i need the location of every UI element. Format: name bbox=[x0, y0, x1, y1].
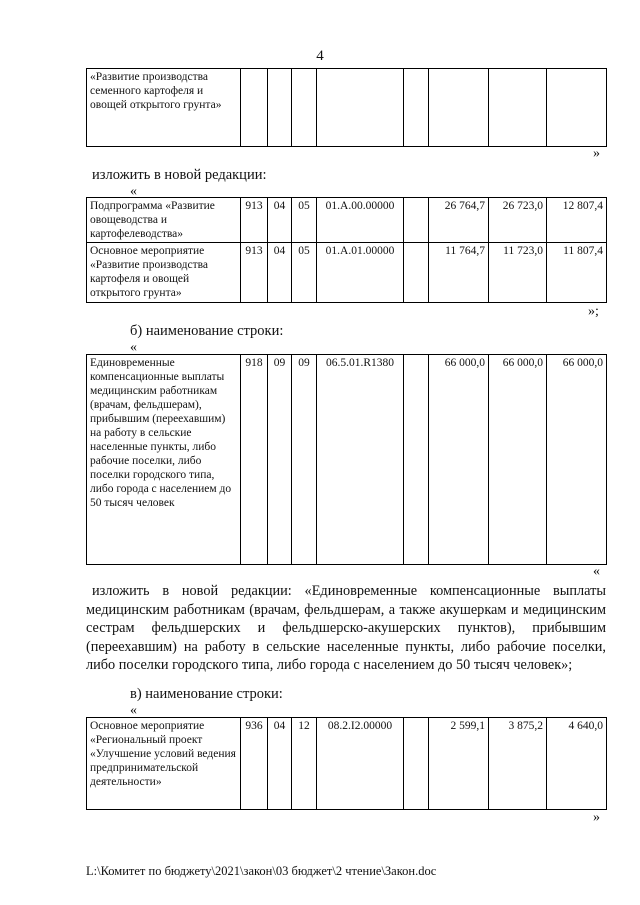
instruction-text: б) наименование строки: bbox=[130, 323, 284, 339]
amount-2021-cell: 66 000,0 bbox=[429, 355, 489, 565]
csr-cell bbox=[317, 69, 404, 147]
rz-cell bbox=[268, 69, 292, 147]
csr-cell: 08.2.I2.00000 bbox=[317, 718, 404, 810]
amount-2022-cell: 66 000,0 bbox=[489, 355, 547, 565]
table-row bbox=[87, 198, 607, 243]
amount-2023-cell: 12 807,4 bbox=[547, 198, 607, 243]
opening-quote: « bbox=[130, 184, 137, 199]
amount-2023-cell: 66 000,0 bbox=[547, 355, 607, 565]
rz-cell: 04 bbox=[268, 198, 292, 243]
vr-cell bbox=[404, 355, 429, 565]
grbs-cell bbox=[241, 69, 268, 147]
grbs-cell: 913 bbox=[241, 198, 268, 243]
row-name-cell: Подпрограмма «Развитие овощеводства и картофелеводства» bbox=[87, 198, 241, 243]
amount-2023-cell: 11 807,4 bbox=[547, 243, 607, 303]
vr-cell bbox=[404, 198, 429, 243]
table-row bbox=[87, 243, 607, 303]
vr-cell bbox=[404, 718, 429, 810]
row-name-cell: Единовременные компенсационные выплаты медицинским работникам (врачам, фельдшерам), прибывшим (переехавшим) на работу в сельские населенные пункты, либо рабочие поселки, либо поселки городского типа, либо города с населением до 50 тысяч человек bbox=[87, 355, 241, 565]
vr-cell bbox=[404, 243, 429, 303]
table-row bbox=[87, 355, 607, 565]
vr-cell bbox=[404, 69, 429, 147]
closing-quote: »; bbox=[588, 304, 599, 319]
file-path-footer: L:\Комитет по бюджету\2021\закон\03 бюджет\2 чтение\Закон.doc bbox=[86, 864, 437, 878]
row-name-cell: Основное мероприятие «Развитие производства картофеля и овощей открытого грунта» bbox=[87, 243, 241, 303]
amount-2021-cell: 11 764,7 bbox=[429, 243, 489, 303]
budget-table-row-b bbox=[86, 354, 607, 565]
amount-2021-cell bbox=[429, 69, 489, 147]
instruction-text: изложить в новой редакции: bbox=[92, 167, 267, 183]
page-number: 4 bbox=[316, 48, 324, 64]
pr-cell: 12 bbox=[292, 718, 317, 810]
instruction-text: в) наименование строки: bbox=[130, 686, 283, 702]
pr-cell bbox=[292, 69, 317, 147]
grbs-cell: 913 bbox=[241, 243, 268, 303]
grbs-cell: 918 bbox=[241, 355, 268, 565]
closing-quote: » bbox=[593, 810, 600, 825]
pr-cell: 05 bbox=[292, 198, 317, 243]
pr-cell: 09 bbox=[292, 355, 317, 565]
budget-table-fragment bbox=[86, 68, 607, 147]
budget-table-row-v bbox=[86, 717, 607, 810]
budget-table-new-edition bbox=[86, 197, 607, 303]
csr-cell: 01.А.00.00000 bbox=[317, 198, 404, 243]
closing-quote: « bbox=[593, 564, 600, 579]
closing-quote: » bbox=[593, 146, 600, 161]
amount-2023-cell bbox=[547, 69, 607, 147]
rz-cell: 04 bbox=[268, 718, 292, 810]
amount-2022-cell: 11 723,0 bbox=[489, 243, 547, 303]
table-row bbox=[87, 718, 607, 810]
new-edition-paragraph: изложить в новой редакции: «Единовременные компенсационные выплаты медицинским работникам (врачам, фельдшерам, а также акушеркам и медицинским сестрам фельдшерских и фельдшерско-акушерских пунктов), прибывшим (переехавшим) на работу в сельские населенные пункты, либо рабочие поселки, либо поселки городского типа, либо города с населением до 50 тысяч человек»; bbox=[86, 583, 606, 673]
rz-cell: 04 bbox=[268, 243, 292, 303]
amount-2023-cell: 4 640,0 bbox=[547, 718, 607, 810]
opening-quote: « bbox=[130, 340, 137, 355]
rz-cell: 09 bbox=[268, 355, 292, 565]
row-name-cell: «Развитие производства семенного картофеля и овощей открытого грунта» bbox=[87, 69, 241, 147]
csr-cell: 01.А.01.00000 bbox=[317, 243, 404, 303]
amount-2022-cell: 3 875,2 bbox=[489, 718, 547, 810]
amount-2022-cell bbox=[489, 69, 547, 147]
grbs-cell: 936 bbox=[241, 718, 268, 810]
amount-2021-cell: 2 599,1 bbox=[429, 718, 489, 810]
row-name-cell: Основное мероприятие «Региональный проект «Улучшение условий ведения предпринимательской деятельности» bbox=[87, 718, 241, 810]
amount-2021-cell: 26 764,7 bbox=[429, 198, 489, 243]
opening-quote: « bbox=[130, 703, 137, 718]
csr-cell: 06.5.01.R1380 bbox=[317, 355, 404, 565]
amount-2022-cell: 26 723,0 bbox=[489, 198, 547, 243]
table-row bbox=[87, 69, 607, 147]
pr-cell: 05 bbox=[292, 243, 317, 303]
